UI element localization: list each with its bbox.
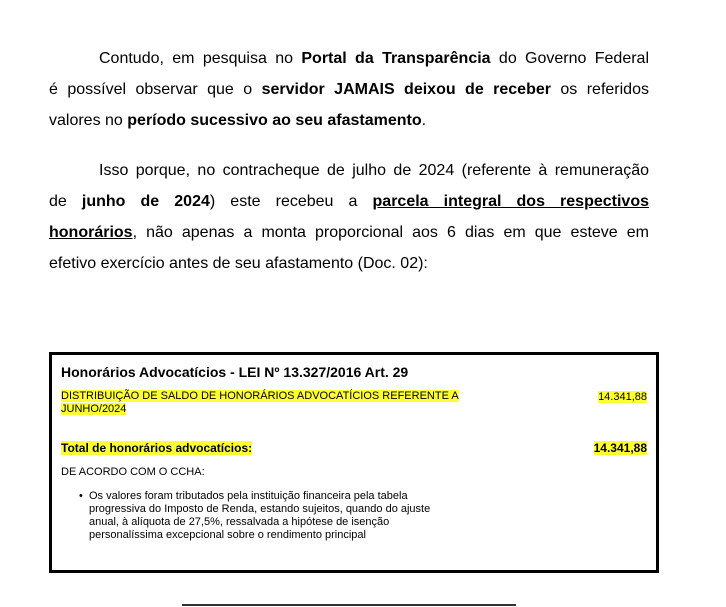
total-value-text: 14.341,88 (593, 441, 647, 455)
distribution-label-line-2: JUNHO/2024 (61, 403, 127, 415)
paragraph-2-line-4 (49, 248, 649, 279)
ccha-heading: DE ACORDO COM O CCHA: (61, 466, 205, 478)
text-segment: , não apenas a monta proporcional aos 6 dias em que esteve em (132, 224, 649, 241)
total-label (61, 441, 252, 455)
bold-segment: junho de 2024 (81, 193, 210, 210)
paragraph-1 (49, 43, 649, 136)
bold-underline-segment: parcela integral dos respectivos (372, 193, 649, 210)
total-value (594, 441, 647, 455)
distribution-value-text: 14.341,88 (598, 391, 647, 403)
bold-segment: Portal da Transparência (301, 50, 491, 67)
bold-underline-segment: honorários (49, 224, 133, 241)
bold-segment: período sucessivo ao seu afastamento (127, 112, 422, 129)
text-segment: Isso porque, no contracheque de julho de 2024 (referente à remuneração (99, 162, 649, 179)
distribution-value (598, 391, 647, 403)
paragraph-1-line-1 (49, 43, 649, 74)
honorarios-screenshot-box (49, 352, 659, 573)
paragraph-2 (49, 155, 649, 279)
text-segment: valores no (49, 112, 128, 129)
bold-segment: servidor JAMAIS deixou de receber (261, 81, 551, 98)
distribution-label-line-1: DISTRIBUIÇÃO DE SALDO DE HONORÁRIOS ADVOCATÍCIOS REFERENTE A (61, 390, 459, 402)
text-segment: . (421, 112, 427, 129)
paragraph-2-line-1 (49, 155, 649, 186)
bullet-icon: • (79, 490, 83, 502)
page-edge-divider (182, 604, 516, 606)
paragraph-1-line-2 (49, 74, 649, 105)
paragraph-1-line-3 (49, 105, 649, 136)
note-line-1: Os valores foram tributados pela instituição financeira pela tabela (89, 490, 408, 502)
paragraph-2-line-2 (49, 186, 649, 217)
text-segment: os referidos (550, 81, 649, 98)
box-title: Honorários Advocatícios - LEI Nº 13.327/2016 Art. 29 (61, 364, 409, 380)
text-segment: Contudo, em pesquisa no (99, 50, 302, 67)
text-segment: de (49, 193, 82, 210)
text-segment: é possível observar que o (49, 81, 262, 98)
text-segment: do Governo Federal (490, 50, 650, 67)
text-segment: ) este recebeu a (209, 193, 373, 210)
total-label-text: Total de honorários advocatícios: (61, 441, 253, 455)
note-line-2: progressiva do Imposto de Renda, estando sujeitos, quando do ajuste (89, 503, 431, 515)
paragraph-2-line-3 (49, 217, 649, 248)
text-segment: efetivo exercício antes de seu afastamento (Doc. 02): (49, 255, 428, 272)
distribution-label (61, 390, 481, 416)
tax-note (79, 490, 489, 542)
note-line-4: personalíssima excepcional sobre o rendimento principal (89, 529, 366, 541)
note-line-3: anual, à alíquota de 27,5%, ressalvada a hipótese de isenção (89, 516, 390, 528)
